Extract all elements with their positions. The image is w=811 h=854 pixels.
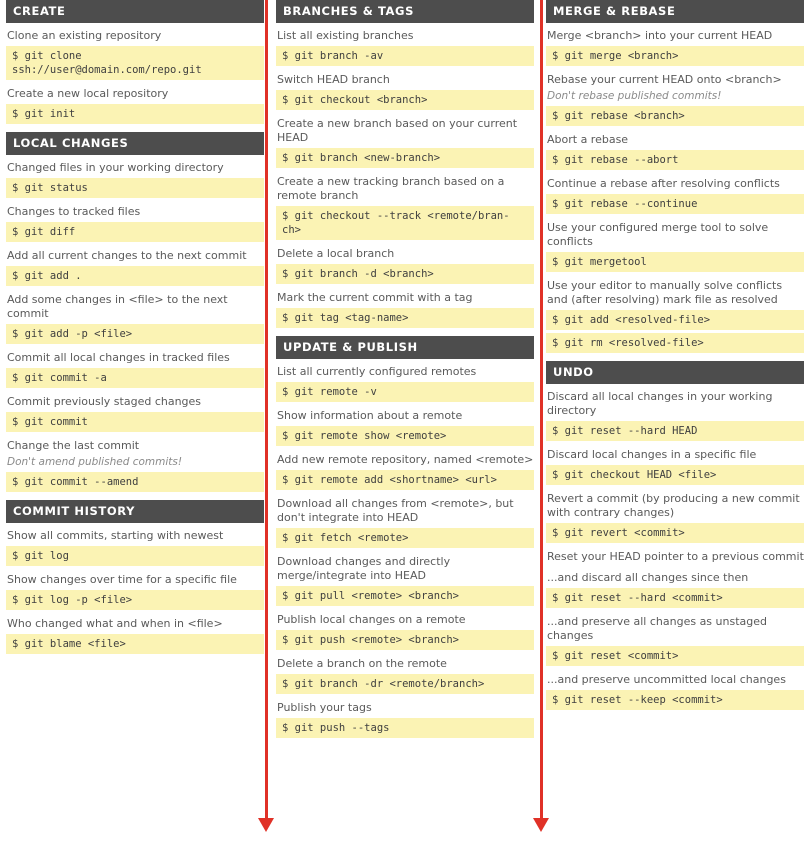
- command-description: ...and preserve uncommitted local changes: [547, 673, 786, 686]
- command-description: Clone an existing repository: [7, 29, 162, 42]
- command-description: Create a new local repository: [7, 87, 169, 100]
- command-description: Publish your tags: [277, 701, 372, 714]
- command-entry: [6, 87, 264, 124]
- cheat-sheet-section: [276, 336, 534, 738]
- cheat-sheet-section: [6, 0, 264, 124]
- column-divider-left: [265, 0, 268, 820]
- command-entry: [546, 571, 804, 608]
- command-description: Use your editor to manually solve conflicts and (after resolving) mark file as resolved: [547, 279, 783, 306]
- command-snippet[interactable]: $ git checkout HEAD <file>: [546, 465, 804, 485]
- section-header: UPDATE & PUBLISH: [276, 336, 534, 359]
- command-entry: [276, 613, 534, 650]
- command-description: Reset your HEAD pointer to a previous commit: [547, 550, 804, 563]
- command-description: Add new remote repository, named <remote>: [277, 453, 534, 466]
- command-entry: [6, 293, 264, 344]
- command-snippet[interactable]: $ git add -p <file>: [6, 324, 264, 344]
- command-description: Use your configured merge tool to solve conflicts: [547, 221, 769, 248]
- command-entry: [546, 177, 804, 214]
- command-entry: [546, 133, 804, 170]
- command-description: Discard all local changes in your working directory: [547, 390, 773, 417]
- command-snippet[interactable]: $ git init: [6, 104, 264, 124]
- command-entry: [276, 247, 534, 284]
- section-header: MERGE & REBASE: [546, 0, 804, 23]
- command-snippet[interactable]: $ git revert <commit>: [546, 523, 804, 543]
- command-description: Commit previously staged changes: [7, 395, 202, 408]
- command-entry: [276, 29, 534, 66]
- command-entry: [546, 448, 804, 485]
- command-entry: [276, 497, 534, 548]
- command-entry: [546, 550, 804, 564]
- command-entry: [6, 439, 264, 492]
- command-description: Change the last commit: [7, 439, 140, 452]
- command-warning: Don't rebase published commits!: [547, 90, 722, 102]
- command-entry: [546, 615, 804, 666]
- command-description: List all existing branches: [277, 29, 414, 42]
- command-entry: [6, 617, 264, 654]
- command-description: Continue a rebase after resolving conflicts: [547, 177, 780, 190]
- command-entry: [276, 657, 534, 694]
- command-description: Changes to tracked files: [7, 205, 141, 218]
- command-snippet[interactable]: $ git clone ssh://user@domain.com/repo.git: [6, 46, 264, 80]
- command-entry: [276, 409, 534, 446]
- cheat-sheet-section: [6, 132, 264, 492]
- command-snippet[interactable]: $ git reset --hard <commit>: [546, 588, 804, 608]
- command-snippet[interactable]: $ git reset <commit>: [546, 646, 804, 666]
- cheat-sheet-section: [546, 361, 804, 710]
- command-description: Add all current changes to the next commit: [7, 249, 247, 262]
- command-entry: [276, 291, 534, 328]
- command-snippet[interactable]: $ git merge <branch>: [546, 46, 804, 66]
- command-entry: [6, 29, 264, 80]
- command-entry: [276, 453, 534, 490]
- section-header: BRANCHES & TAGS: [276, 0, 534, 23]
- command-description: Create a new tracking branch based on a remote branch: [277, 175, 505, 202]
- command-snippet[interactable]: $ git mergetool: [546, 252, 804, 272]
- command-snippet[interactable]: $ git remote add <shortname> <url>: [276, 470, 534, 490]
- command-snippet[interactable]: $ git branch -d <branch>: [276, 264, 534, 284]
- command-entry: [546, 673, 804, 710]
- command-snippet[interactable]: $ git branch -av: [276, 46, 534, 66]
- command-snippet[interactable]: $ git fetch <remote>: [276, 528, 534, 548]
- command-snippet[interactable]: $ git remote -v: [276, 382, 534, 402]
- command-snippet[interactable]: $ git commit -a: [6, 368, 264, 388]
- command-entry: [546, 73, 804, 126]
- command-snippet[interactable]: $ git branch <new-branch>: [276, 148, 534, 168]
- command-snippet[interactable]: $ git tag <tag-name>: [276, 308, 534, 328]
- command-entry: [546, 279, 804, 353]
- cheat-sheet-section: [546, 0, 804, 353]
- command-snippet[interactable]: $ git remote show <remote>: [276, 426, 534, 446]
- command-snippet[interactable]: $ git pull <remote> <branch>: [276, 586, 534, 606]
- command-description: Download all changes from <remote>, but don't integrate into HEAD: [277, 497, 514, 524]
- command-description: Changed files in your working directory: [7, 161, 224, 174]
- command-description: Delete a local branch: [277, 247, 395, 260]
- command-entry: [6, 249, 264, 286]
- command-snippet[interactable]: $ git rebase --abort: [546, 150, 804, 170]
- command-description: Publish local changes on a remote: [277, 613, 466, 626]
- command-snippet[interactable]: $ git blame <file>: [6, 634, 264, 654]
- column-divider-right-arrowhead: [533, 818, 549, 832]
- command-entry: [276, 117, 534, 168]
- command-snippet[interactable]: $ git add <resolved-file>: [546, 310, 804, 330]
- command-entry: [546, 221, 804, 272]
- command-snippet[interactable]: $ git reset --hard HEAD: [546, 421, 804, 441]
- command-description: Download changes and directly merge/integrate into HEAD: [277, 555, 451, 582]
- command-snippet[interactable]: $ git add .: [6, 266, 264, 286]
- command-description: Add some changes in <file> to the next commit: [7, 293, 228, 320]
- command-description: Mark the current commit with a tag: [277, 291, 473, 304]
- cheat-sheet-section: [6, 500, 264, 654]
- command-snippet[interactable]: $ git branch -dr <remote/branch>: [276, 674, 534, 694]
- command-entry: [6, 395, 264, 432]
- command-entry: [276, 175, 534, 240]
- command-entry: [546, 492, 804, 543]
- command-snippet[interactable]: $ git reset --keep <commit>: [546, 690, 804, 710]
- command-description: Show changes over time for a specific file: [7, 573, 237, 586]
- section-header: LOCAL CHANGES: [6, 132, 264, 155]
- command-snippet[interactable]: $ git status: [6, 178, 264, 198]
- command-snippet[interactable]: $ git checkout <branch>: [276, 90, 534, 110]
- command-entry: [6, 205, 264, 242]
- command-entry: [546, 29, 804, 66]
- command-description: Rebase your current HEAD onto <branch>: [547, 73, 782, 86]
- command-warning: Don't amend published commits!: [7, 456, 183, 468]
- command-entry: [276, 555, 534, 606]
- command-description: ...and discard all changes since then: [547, 571, 749, 584]
- command-entry: [6, 573, 264, 610]
- command-description: Discard local changes in a specific file: [547, 448, 757, 461]
- section-header: UNDO: [546, 361, 804, 384]
- command-description: Abort a rebase: [547, 133, 629, 146]
- section-header: COMMIT HISTORY: [6, 500, 264, 523]
- command-description: Merge <branch> into your current HEAD: [547, 29, 773, 42]
- command-description: ...and preserve all changes as unstaged changes: [547, 615, 767, 642]
- command-description: Delete a branch on the remote: [277, 657, 447, 670]
- command-snippet[interactable]: $ git checkout --track <remote/bran-ch>: [276, 206, 534, 240]
- cheat-sheet-column: [270, 0, 540, 746]
- cheat-sheet-column: [540, 0, 810, 746]
- command-snippet[interactable]: $ git log -p <file>: [6, 590, 264, 610]
- command-snippet[interactable]: $ git commit: [6, 412, 264, 432]
- command-snippet[interactable]: $ git rebase --continue: [546, 194, 804, 214]
- command-snippet[interactable]: $ git rebase <branch>: [546, 106, 804, 126]
- command-description: Create a new branch based on your current HEAD: [277, 117, 518, 144]
- column-divider-left-arrowhead: [258, 818, 274, 832]
- command-description: Revert a commit (by producing a new commit with contrary changes): [547, 492, 800, 519]
- command-snippet[interactable]: $ git push --tags: [276, 718, 534, 738]
- command-entry: [6, 529, 264, 566]
- command-description: Show information about a remote: [277, 409, 463, 422]
- column-divider-right: [540, 0, 543, 820]
- command-description: Show all commits, starting with newest: [7, 529, 224, 542]
- command-entry: [276, 701, 534, 738]
- command-description: Commit all local changes in tracked files: [7, 351, 230, 364]
- command-snippet[interactable]: $ git commit --amend: [6, 472, 264, 492]
- command-snippet[interactable]: $ git log: [6, 546, 264, 566]
- command-description: List all currently configured remotes: [277, 365, 477, 378]
- command-snippet[interactable]: $ git diff: [6, 222, 264, 242]
- cheat-sheet-column: [0, 0, 270, 746]
- command-snippet[interactable]: $ git rm <resolved-file>: [546, 333, 804, 353]
- command-description: Switch HEAD branch: [277, 73, 390, 86]
- command-description: Who changed what and when in <file>: [7, 617, 223, 630]
- command-entry: [6, 351, 264, 388]
- command-entry: [276, 365, 534, 402]
- command-entry: [546, 390, 804, 441]
- command-entry: [276, 73, 534, 110]
- command-entry: [6, 161, 264, 198]
- section-header: CREATE: [6, 0, 264, 23]
- cheat-sheet-section: [276, 0, 534, 328]
- command-snippet[interactable]: $ git push <remote> <branch>: [276, 630, 534, 650]
